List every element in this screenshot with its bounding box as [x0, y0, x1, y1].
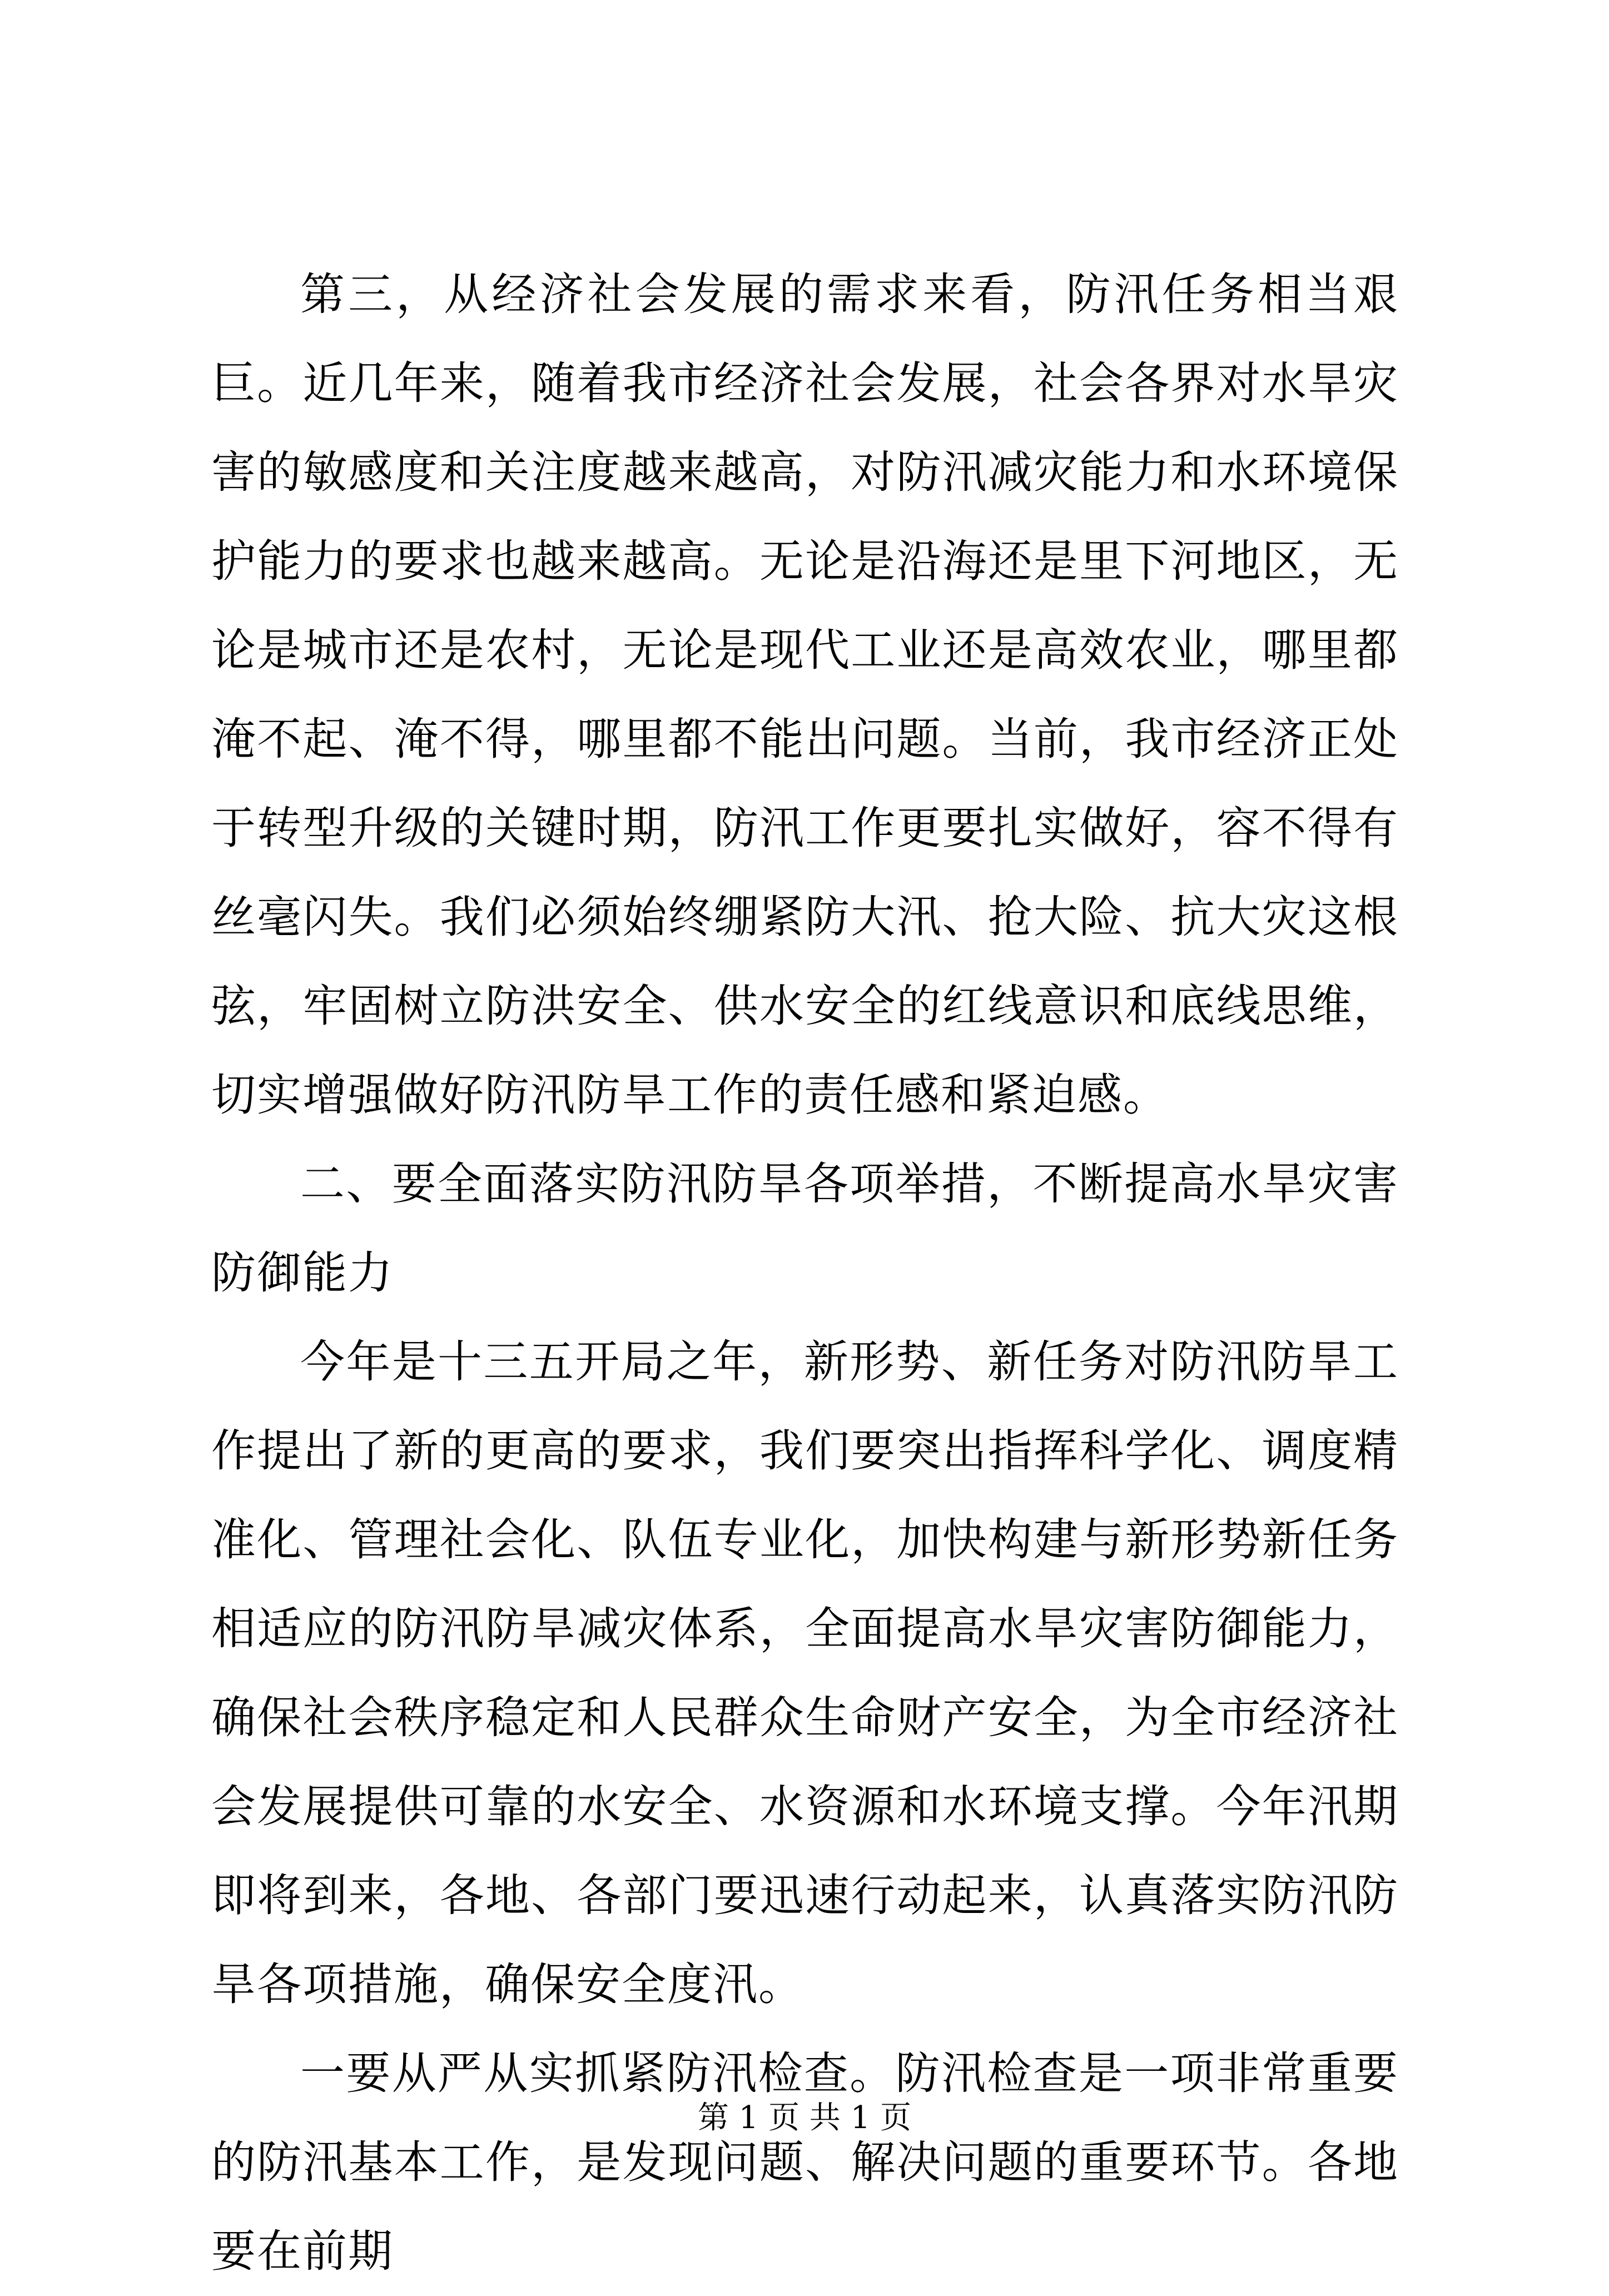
page-footer: 第 1 页 共 1 页 — [697, 2100, 912, 2136]
section-heading-measures: 二、要全面落实防汛防旱各项举措，不断提高水旱灾害防御能力 — [211, 1158, 1399, 1299]
paragraph-economic-demand: 第三，从经济社会发展的需求来看，防汛任务相当艰巨。近几年来，随着我市经济社会发展，社会各界对水旱灾害的敏感度和关注度越来越高，对防汛减灾能力和水环境保护能力的要求也越来越高。无论是沿海还是里下河地区，无论是城市还是农村，无论是现代工业还是高效农业，哪里都淹不起、淹不得，哪里都不能出问题。当前，我市经济正处于转型升级的关键时期，防汛工作更要扎实做好，容不得有丝毫闪失。我们必须始终绷紧防大汛、抢大险、抗大灾这根弦，牢固树立防洪安全、供水安全的红线意识和底线思维，切实增强做好防汛防旱工作的责任感和紧迫感。 — [211, 269, 1399, 1121]
paragraph-flood-inspection: 一要从严从实抓紧防汛检查。防汛检查是一项非常重要的防汛基本工作，是发现问题、解决问题的重要环节。各地要在前期 — [211, 2047, 1399, 2277]
document-body — [211, 250, 1399, 2296]
paragraph-new-requirements: 今年是十三五开局之年，新形势、新任务对防汛防旱工作提出了新的更高的要求，我们要突出指挥科学化、调度精准化、管理社会化、队伍专业化，加快构建与新形势新任务相适应的防汛防旱减灾体系，全面提高水旱灾害防御能力，确保社会秩序稳定和人民群众生命财产安全，为全市经济社会发展提供可靠的水安全、水资源和水环境支撑。今年汛期即将到来，各地、各部门要迅速行动起来，认真落实防汛防旱各项措施，确保安全度汛。 — [211, 1336, 1399, 2010]
